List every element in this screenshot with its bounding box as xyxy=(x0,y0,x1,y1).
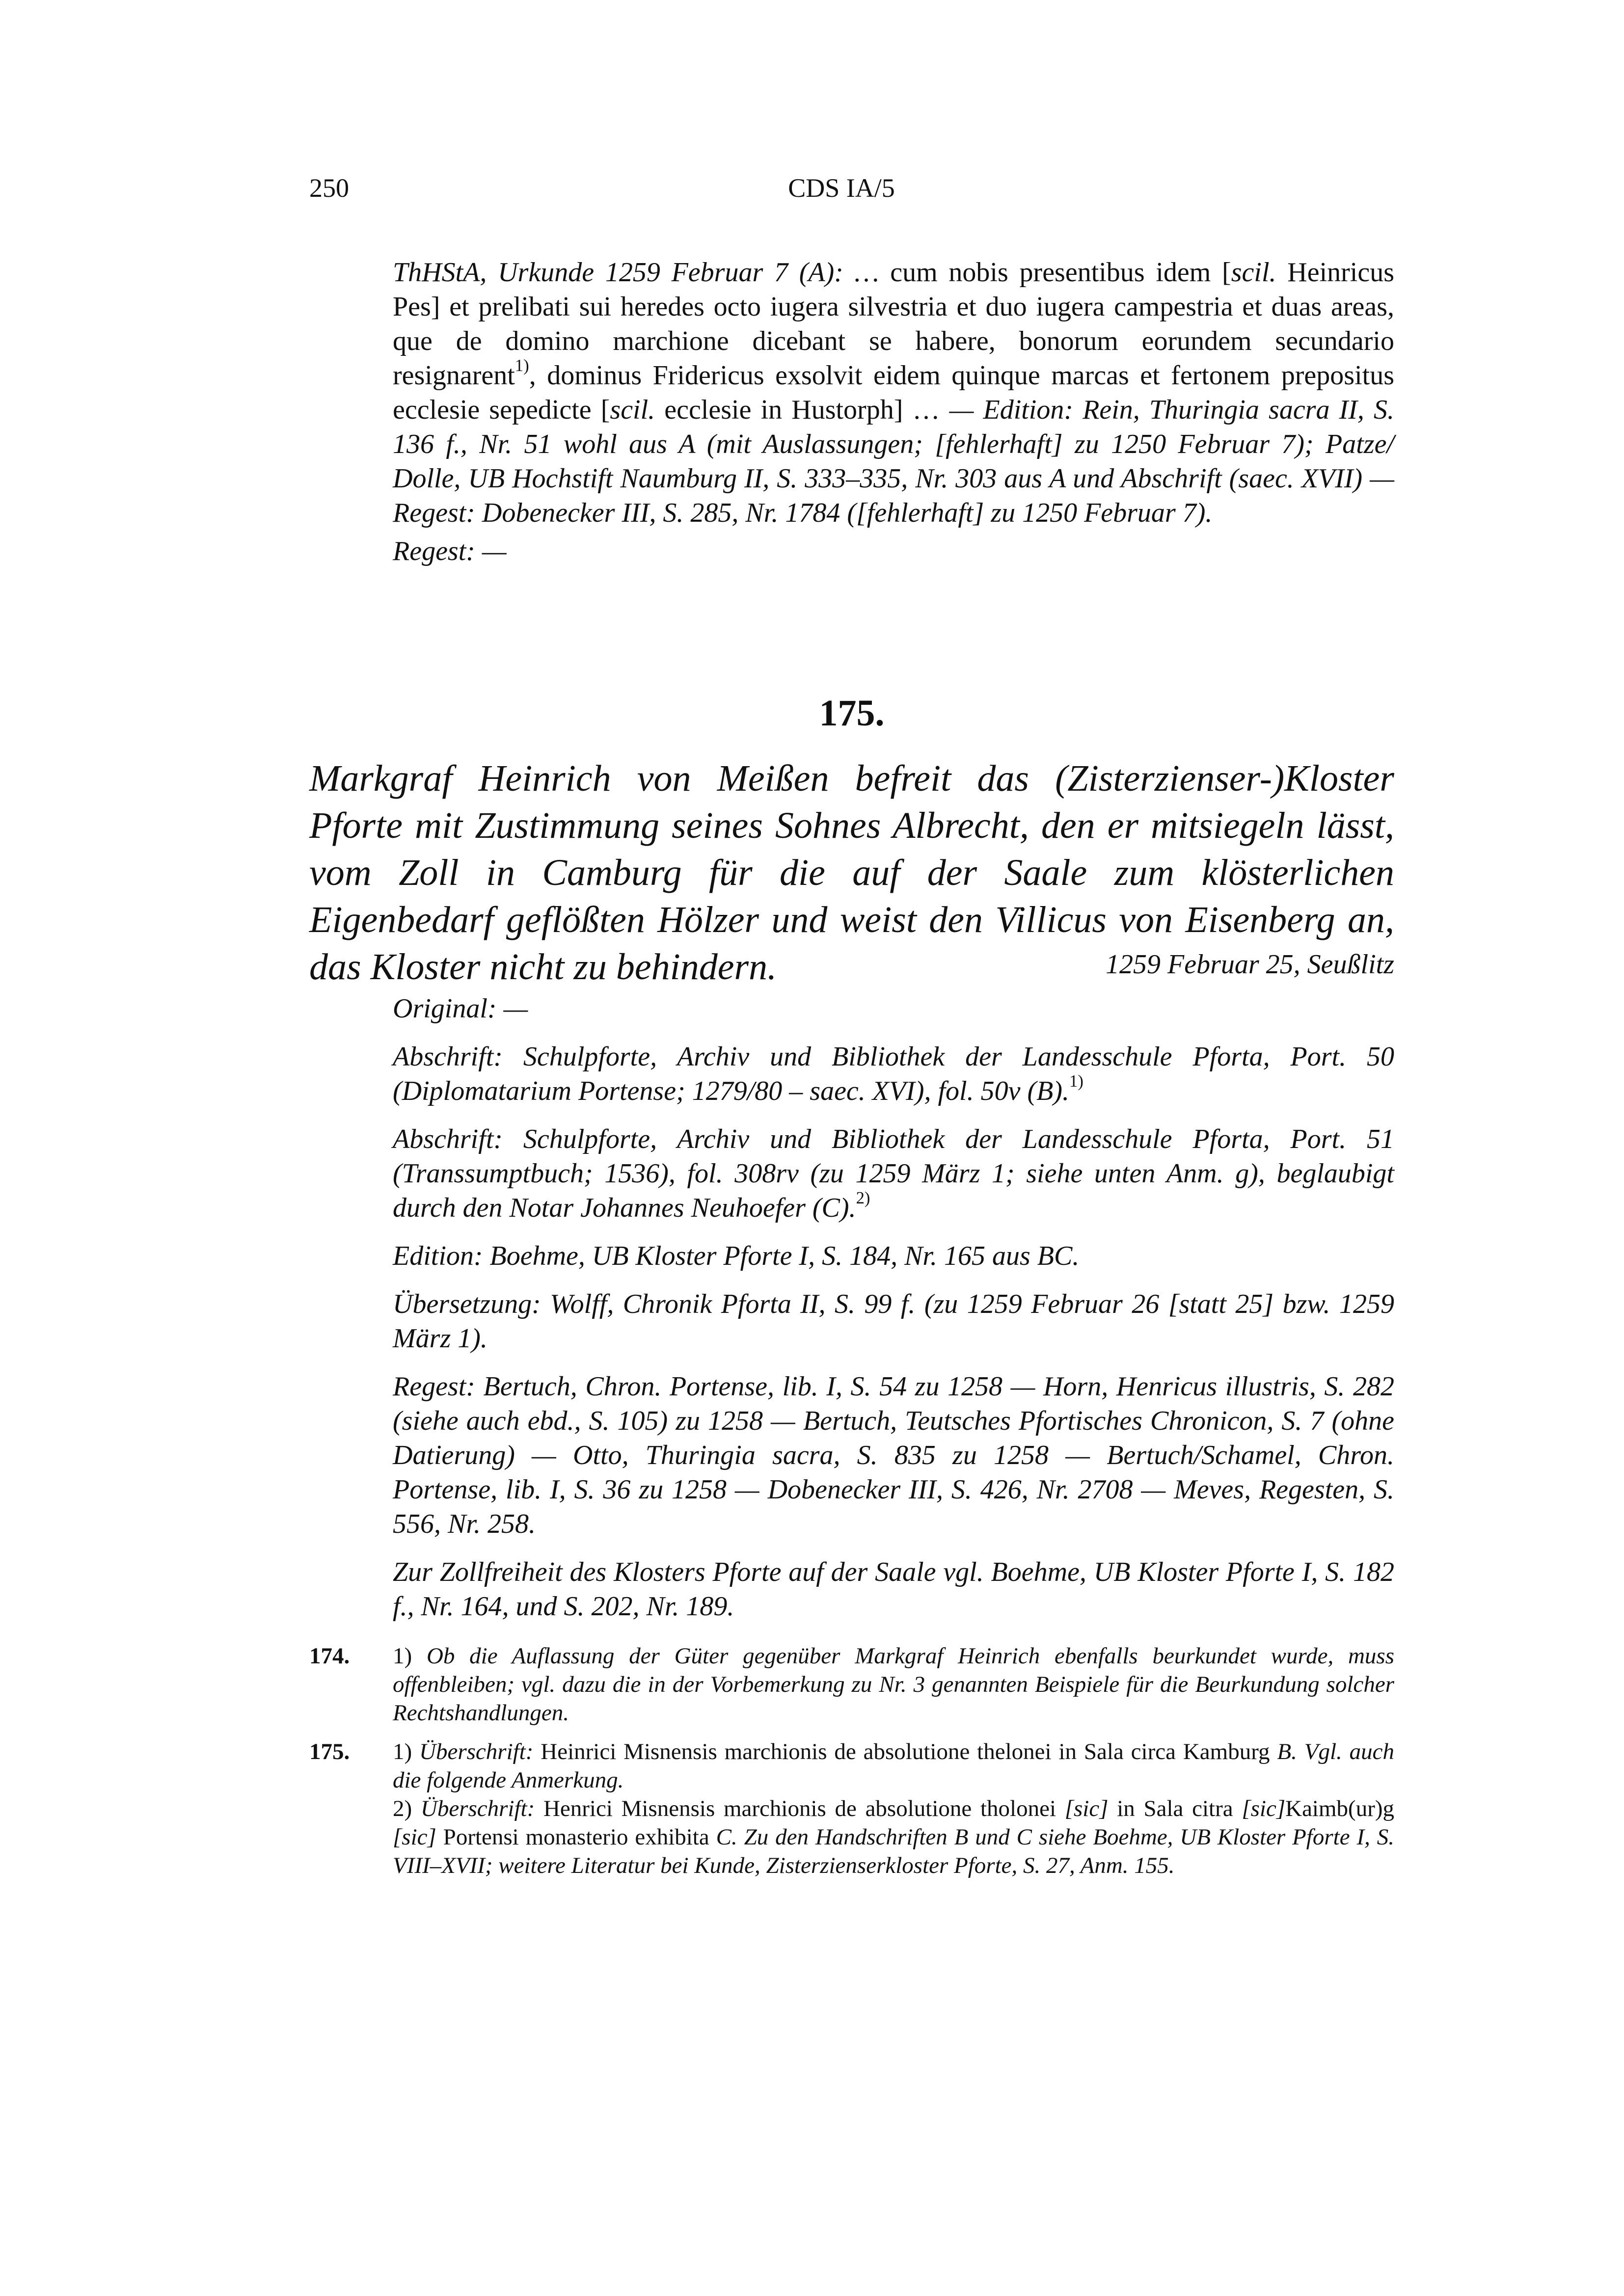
footnote-text: Vgl. auch die folgende Anmerkung. xyxy=(393,1739,1394,1793)
source-text: Zur Zollfreiheit des Klosters Pforte auf der Saale vgl. Boehme, UB Kloster Pforte I, S. 182 f., Nr. 164, und S. 202, Nr. 189. xyxy=(393,1557,1394,1622)
source-text: Abschrift: Schulpforte, Archiv und Bibliothek der Landesschule Pforta, Port. 50 (Diplomatarium Portense; 1279/80 – saec. XVI), fol. 50v (B). xyxy=(393,1041,1394,1106)
footnote-body xyxy=(393,1737,1394,1880)
source-original xyxy=(393,991,1394,1026)
footnote-1 xyxy=(393,1642,1394,1727)
footnotes-175 xyxy=(309,1737,1394,1880)
note-174-paragraph xyxy=(393,255,1394,530)
page-number: 250 xyxy=(309,173,349,203)
source-translation xyxy=(393,1287,1394,1356)
running-header xyxy=(309,173,1315,217)
note-text: ecclesie in Hustorph] … xyxy=(655,395,949,425)
note-text: , dominus Fridericus exsolvit eidem quinque marcas et fertonem prepositus ecclesie sepedicte [ xyxy=(393,360,1394,425)
footnote-text: Ob die Auflassung der Güter gegenüber Markgraf Heinrich ebenfalls beurkundet wurde, muss offenbleiben; vgl. dazu die in der Vorbemerkung zu Nr. 3 genannten Beispiele für die Beurkundung solcher Rechtshandlungen. xyxy=(393,1643,1394,1726)
footnote-text: Heinrici Misnensis marchionis de absolutione thelonei in Sala circa Kamburg xyxy=(533,1739,1277,1764)
footnote-body xyxy=(393,1642,1394,1727)
source-copy-c xyxy=(393,1122,1394,1225)
regest-line: Regest: — xyxy=(393,536,507,566)
source-text: Original: — xyxy=(393,993,528,1024)
document-title: Markgraf Heinrich von Meißen befreit das (Zisterzienser-)Kloster Pforte mit Zustimmung seines Sohnes Albrecht, den er mitsiegeln lässt, vom Zoll in Camburg für die auf der Saale zum klösterlichen Eigenbedarf geflößten Hölzer und weist den Villicus von Eisenberg an, das Kloster nicht zu behindern. xyxy=(309,758,1394,988)
regest-174 xyxy=(393,534,1394,568)
footnote-marker: 1) xyxy=(393,1643,427,1669)
footnote-text: Kaimb(ur)g xyxy=(1285,1796,1394,1821)
source-text: Abschrift: Schulpforte, Archiv und Bibliothek der Landesschule Pforta, Port. 51 (Transsumptbuch; 1536), fol. 308rv (zu 1259 März 1; siehe unten Anm. g), beglaubigt durch den Notar Johannes Neuhoefer (C). xyxy=(393,1124,1394,1223)
footnote-ref: 2) xyxy=(856,1188,870,1207)
note-text: Heinricus Pes] et prelibati sui heredes octo iugera silvestria et duo iugera campestria et duas areas, que de domino marchione dicebant se habere, bonorum eorundem secundario resignarent xyxy=(393,257,1395,391)
footnote-marker: 2) xyxy=(393,1796,421,1821)
document-number: 175. xyxy=(819,693,885,734)
note-text: cum nobis presentibus idem [ xyxy=(879,257,1231,288)
source-text: Übersetzung: Wolff, Chronik Pforta II, S. 99 f. (zu 1259 Februar 26 [statt 25] bzw. 1259 März 1). xyxy=(393,1289,1394,1354)
source-copy-b xyxy=(393,1040,1394,1108)
footnote-text: in Sala citra xyxy=(1108,1796,1242,1821)
footnote-marker: 1) xyxy=(393,1739,420,1764)
note-abbrev: scil. xyxy=(1231,257,1276,288)
footnote-1 xyxy=(393,1737,1394,1794)
note-174-continuation xyxy=(393,255,1394,530)
footnote-text: Portensi monasterio exhibita xyxy=(436,1824,716,1850)
footnote-block-number: 174. xyxy=(309,1643,350,1669)
source-regest xyxy=(393,1369,1394,1541)
source-text: Regest: Bertuch, Chron. Portense, lib. I, S. 54 zu 1258 — Horn, Henricus illustris, S. 282 (siehe auch ebd., S. 105) zu 1258 — Bertuch, Teutsches Pfortisches Chronicon, S. 7 (ohne Datierung) — Otto, Thuringia sacra, S. 835 zu 1258 — Bertuch/Schamel, Chron. Portense, lib. I, S. 36 zu 1258 — Dobenecker III, S. 426, Nr. 2708 — Meves, Regesten, S. 556, Nr. 258. xyxy=(393,1371,1394,1539)
running-title: CDS IA/5 xyxy=(788,173,895,203)
footnote-label: Überschrift: xyxy=(420,1796,535,1821)
note-abbrev: scil. xyxy=(610,395,655,425)
footnote-ref: 1) xyxy=(514,355,529,375)
source-list xyxy=(393,991,1394,1637)
footnote-sic: [sic] xyxy=(393,1824,436,1850)
footnotes-174 xyxy=(309,1642,1394,1727)
footnote-sic: [sic] xyxy=(1242,1796,1286,1821)
footnote-label: Überschrift: xyxy=(419,1739,534,1764)
footnote-sic: [sic] xyxy=(1064,1796,1109,1821)
footnote-text: Henrici Misnensis marchionis de absolutione tholonei xyxy=(535,1796,1065,1821)
footnote-text: C. Zu den Handschriften B und C siehe Boehme, UB Kloster Pforte I, S. VIII–XVII; weitere Literatur bei Kunde, Zisterzienserkloster Pforte, S. 27, Anm. 155. xyxy=(393,1824,1394,1878)
footnote-ref: 1) xyxy=(1069,1071,1083,1091)
footnote-block-number: 175. xyxy=(309,1739,350,1764)
footnote-siglum: B. xyxy=(1277,1739,1297,1764)
source-remark xyxy=(393,1555,1394,1624)
document-date-place: 1259 Februar 25, Seußlitz xyxy=(1106,949,1394,980)
footnote-2 xyxy=(393,1794,1394,1880)
edition-reference: — Edition: Rein, Thuringia sacra II, S. 136 f., Nr. 51 wohl aus A (mit Auslassungen; [fehlerhaft] zu 1250 Februar 7); Patze/ Dolle, UB Hochstift Naumburg II, S. 333–335, Nr. 303 aus A und Abschrift (saec. XVII) — Regest: Dobenecker III, S. 285, Nr. 1784 ([fehlerhaft] zu 1250 Februar 7). xyxy=(393,395,1394,528)
source-text: Edition: Boehme, UB Kloster Pforte I, S. 184, Nr. 165 aus BC. xyxy=(393,1241,1080,1271)
archive-reference: ThHStA, Urkunde 1259 Februar 7 (A): … xyxy=(393,257,879,288)
source-edition xyxy=(393,1239,1394,1273)
